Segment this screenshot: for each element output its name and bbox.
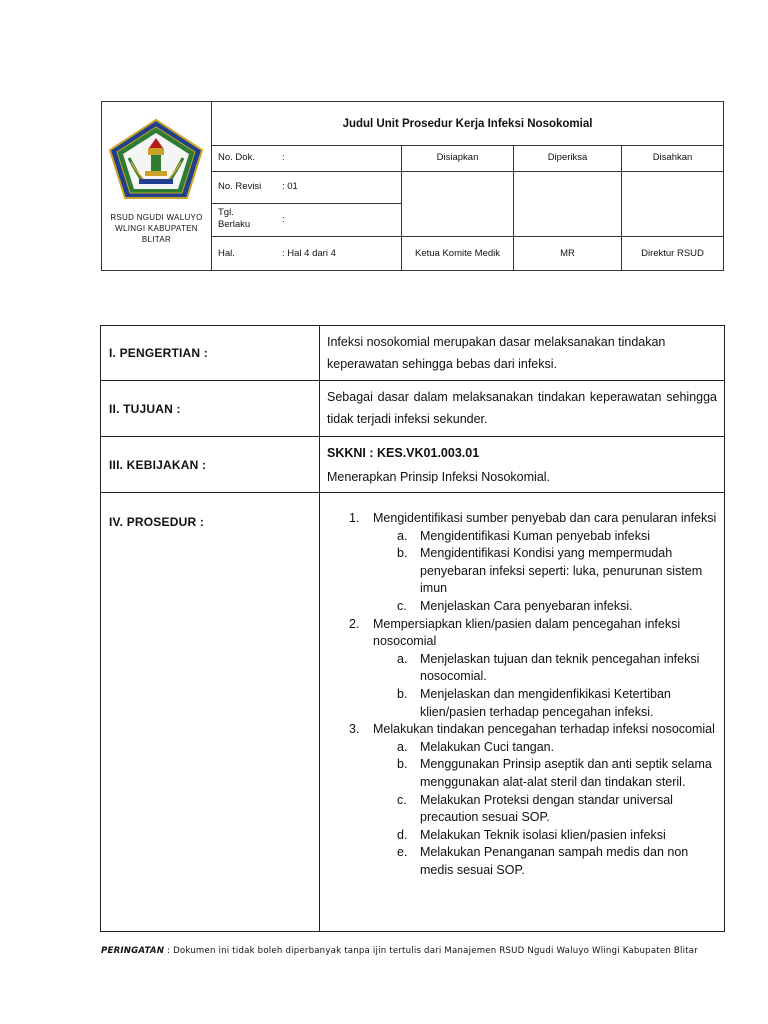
hal-value: : Hal 4 dari 4: [282, 248, 336, 259]
document-header-table: [101, 101, 724, 271]
procedure-substep: b. Mengidentifikasi Kondisi yang mempermudah penyebaran infeksi seperti: luka, penurunan sistem imun: [397, 546, 703, 596]
procedure-table: [100, 325, 725, 932]
procedure-substep: a. Melakukan Cuci tangan.: [397, 739, 555, 754]
hospital-logo: [107, 118, 205, 204]
section-tujuan-text: Sebagai dasar dalam melaksanakan tindakan keperawatan sehingga tidak terjadi infeksi sekunder.: [327, 390, 717, 426]
tgl-berlaku-value: :: [282, 214, 285, 225]
section-pengertian-label: I. PENGERTIAN :: [109, 346, 209, 360]
signer-ketua-komite-medik: Ketua Komite Medik: [414, 248, 500, 259]
procedure-substep: d. Melakukan Teknik isolasi klien/pasien infeksi: [397, 827, 666, 842]
section-kebijakan-label: III. KEBIJAKAN :: [109, 458, 207, 472]
col-disiapkan: Disiapkan: [436, 152, 479, 163]
section-kebijakan-code: SKKNI : KES.VK01.003.01: [327, 446, 480, 460]
section-tujuan-label: II. TUJUAN :: [109, 402, 181, 416]
tgl-berlaku-label: Tgl. Berlaku: [218, 207, 251, 230]
warning-label: PERINGATAN: [101, 946, 165, 956]
procedure-substep: b. Menjelaskan dan mengidenfikikasi Ketertiban klien/pasien terhadap pencegahan infeksi.: [397, 686, 671, 719]
col-disahkan: Disahkan: [652, 152, 693, 163]
section-kebijakan-text: Menerapkan Prinsip Infeksi Nosokomial.: [327, 470, 551, 484]
procedure-substep: a. Menjelaskan tujuan dan teknik pencegahan infeksi nosocomial.: [397, 651, 700, 684]
hospital-name-line-1: RSUD NGUDI WALUYO: [110, 213, 203, 222]
hospital-name-line-2: WLINGI KABUPATEN: [115, 224, 198, 233]
hal-label: Hal.: [218, 248, 235, 259]
no-dok-value: :: [282, 152, 285, 163]
signer-mr: MR: [560, 248, 575, 259]
no-revisi-label: No. Revisi: [218, 181, 262, 192]
no-revisi-value: : 01: [282, 181, 298, 192]
procedure-substep: b. Menggunakan Prinsip aseptik dan anti septik selama menggunakan alat-alat steril dan tindakan steril.: [397, 757, 712, 789]
no-dok-label: No. Dok.: [218, 152, 255, 163]
procedure-list: [327, 510, 719, 879]
procedure-substep: a. Mengidentifikasi Kuman penyebab infeksi: [397, 528, 650, 543]
procedure-substep: e. Melakukan Penanganan sampah medis dan non medis sesuai SOP.: [397, 845, 689, 877]
procedure-step: 1. Mengidentifikasi sumber penyebab dan cara penularan infeksi: [349, 511, 717, 525]
logo-cell: [102, 102, 212, 270]
procedure-step: 2. Mempersiapkan klien/pasien dalam pencegahan infeksi nosocomial: [349, 616, 681, 649]
section-prosedur-label: IV. PROSEDUR :: [109, 515, 205, 529]
procedure-substep: c. Melakukan Proteksi dengan standar universal precaution sesuai SOP.: [397, 792, 673, 825]
procedure-step: 3. Melakukan tindakan pencegahan terhadap infeksi nosocomial: [349, 722, 715, 737]
col-diperiksa: Diperiksa: [547, 152, 588, 163]
signer-direktur-rsud: Direktur RSUD: [641, 248, 704, 259]
procedure-substep: c. Menjelaskan Cara penyebaran infeksi.: [397, 598, 633, 613]
document-title: Judul Unit Prosedur Kerja Infeksi Nosokomial: [212, 102, 723, 146]
hospital-name-line-3: BLITAR: [141, 235, 172, 244]
section-pengertian-text: Infeksi nosokomial merupakan dasar melaksanakan tindakan keperawatan sehingga bebas dari infeksi.: [327, 335, 666, 371]
warning-text: : Dokumen ini tidak boleh diperbanyak tanpa ijin tertulis dari Manajemen RSUD Ngudi Waluyo Wlingi Kabupaten Blitar: [164, 946, 698, 956]
hospital-name: [102, 212, 211, 245]
warning-footer: [101, 946, 698, 956]
